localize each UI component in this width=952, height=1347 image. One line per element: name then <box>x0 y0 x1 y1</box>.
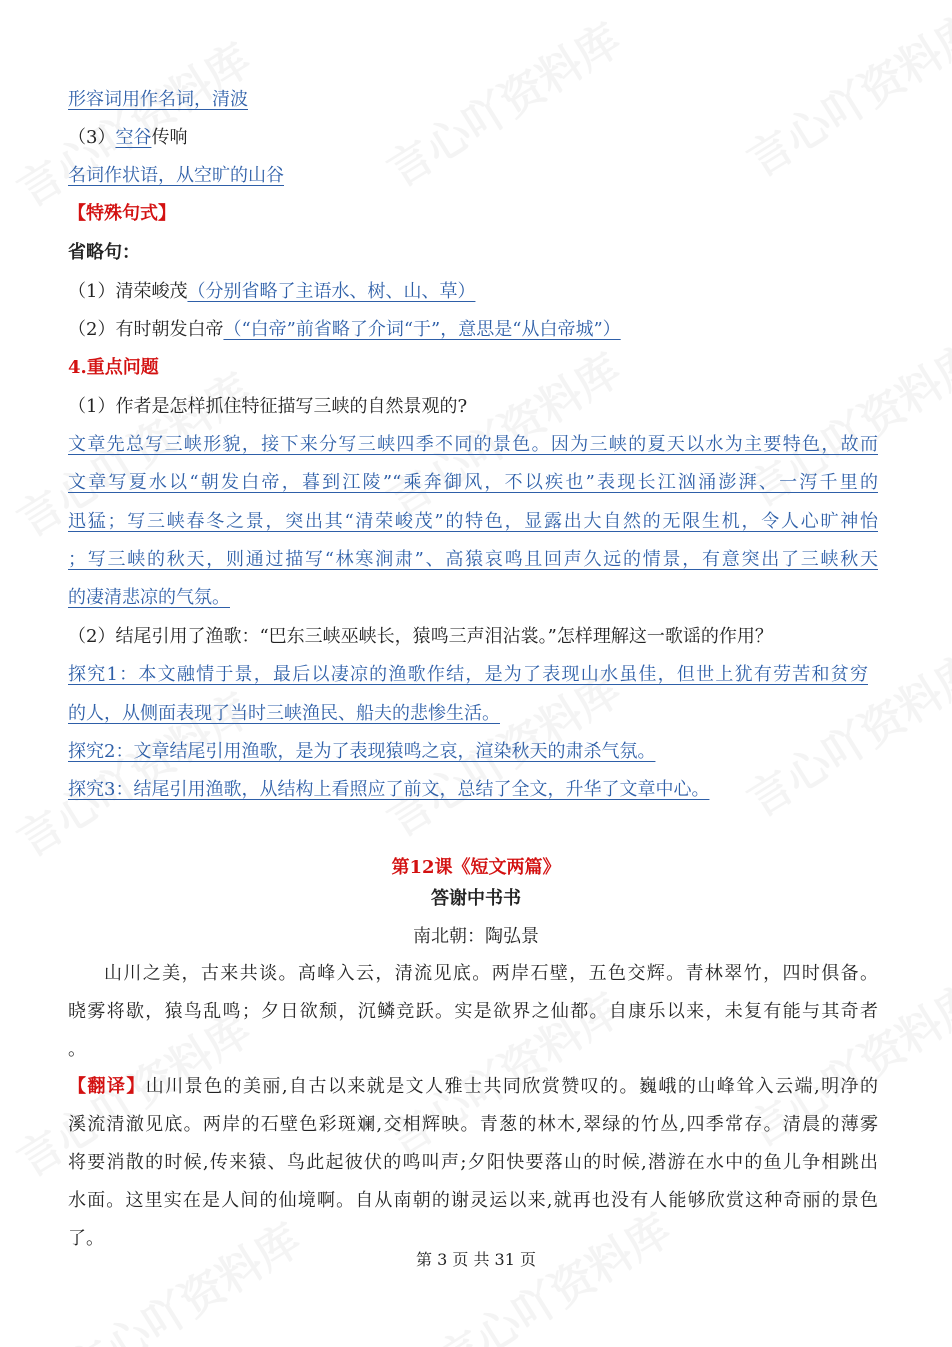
watermark <box>733 0 952 189</box>
author-line: 南北朝：陶弘景 <box>413 926 539 947</box>
essay-text: 晓雾将歇，猿鸟乱鸣；夕日欲颓，沉鳞竞跃。实是欲界之仙都。自康乐以来，未复有能与其奇者 <box>68 1001 878 1022</box>
watermark <box>373 5 631 199</box>
answer-line: 探究2：文章结尾引用渔歌，是为了表现猿鸣之哀，渲染秋天的肃杀气氛。 <box>68 741 656 762</box>
essay-text: 。 <box>68 1039 86 1060</box>
translation-line <box>68 1075 878 1099</box>
lesson-title: 第12课《短文两篇》 <box>391 857 561 878</box>
section-heading: 4.重点问题 <box>68 357 159 378</box>
answer-line: 的人，从侧面表现了当时三峡渔民、船夫的悲惨生活。 <box>68 703 500 724</box>
essay-text: 山川之美，古来共谈。高峰入云，清流见底。两岸石壁，五色交辉。青林翠竹，四时俱备。 <box>104 963 878 984</box>
answer-line: 探究1：本文融情于景，最后以凄凉的渔歌作结，是为了表现山水虽佳，但世上犹有劳苦和贫穷 <box>68 664 868 685</box>
translation-line: 将要消散的时候,传来猿、鸟此起彼伏的鸣叫声;夕阳快要落山的时候,潜游在水中的鱼儿争相跳出 <box>68 1152 878 1173</box>
section-heading: 【特殊句式】 <box>68 203 176 224</box>
page-footer: 第 3 页 共 31 页 <box>416 1250 536 1269</box>
translation-line: 溪流清澈见底。两岸的石壁色彩斑斓,交相辉映。青葱的林木,翠绿的竹丛,四季常存。清晨的薄雾 <box>68 1114 878 1135</box>
omission-line <box>68 318 621 342</box>
highlighted-word: 空谷 <box>115 127 152 148</box>
question-line <box>68 126 187 150</box>
answer-line: ；写三峡的秋天，则通过描写“林寒涧肃”、高猿哀鸣且回声久远的情景，有意突出了三峡秋天 <box>68 549 878 570</box>
subheading: 省略句： <box>68 242 140 263</box>
sentence-text: （1）清荣峻茂 <box>68 281 188 302</box>
answer-line: 名词作状语，从空旷的山谷 <box>68 165 284 186</box>
answer-line: 的凄清悲凉的气氛。 <box>68 587 230 608</box>
translation-line: 水面。这里实在是人间的仙境啊。自从南朝的谢灵运以来,就再也没有人能够欣赏这种奇丽的景色 <box>68 1190 878 1211</box>
answer-line: 迅猛；写三峡春冬之景，突出其“清荣峻茂”的特色，显露出大自然的无限生机，令人心旷神怡 <box>68 511 878 532</box>
question-line: （2）结尾引用了渔歌：“巴东三峡巫峡长，猿鸣三声泪沾裳。”怎样理解这一歌谣的作用？ <box>68 626 773 647</box>
answer-line: 探究3：结尾引用渔歌，从结构上看照应了前文，总结了全文，升华了文章中心。 <box>68 779 710 800</box>
translation-line: 了。 <box>68 1228 104 1249</box>
sentence-text: （2）有时朝发白帝 <box>68 319 224 340</box>
answer-line: 形容词用作名词，清波 <box>68 89 248 110</box>
question-line: （1）作者是怎样抓住特征描写三峡的自然景观的? <box>68 396 468 417</box>
translation-label: 【翻译】 <box>68 1076 146 1097</box>
translation-text: 山川景色的美丽,自古以来就是文人雅士共同欣赏赞叹的。巍峨的山峰耸入云端,明净的 <box>145 1076 879 1097</box>
item-number: （3） <box>68 127 116 148</box>
watermark <box>3 25 261 219</box>
answer-line: 文章先总写三峡形貌，接下来分写三峡四季不同的景色。因为三峡的夏天以水为主要特色，故而 <box>68 434 878 455</box>
answer-line: 文章写夏水以“朝发白帝，暮到江陵”“乘奔御风，不以疾也”表现长江汹涌澎湃、一泻千里的 <box>68 472 878 493</box>
omission-line <box>68 280 475 304</box>
answer-note: （“白帝”前省略了介词“于”，意思是“从白帝城”） <box>223 319 621 340</box>
essay-title: 答谢中书书 <box>431 888 521 909</box>
answer-note: （分别省略了主语水、树、山、草） <box>187 281 476 302</box>
phrase-text: 传响 <box>151 127 188 148</box>
watermark <box>373 335 631 529</box>
